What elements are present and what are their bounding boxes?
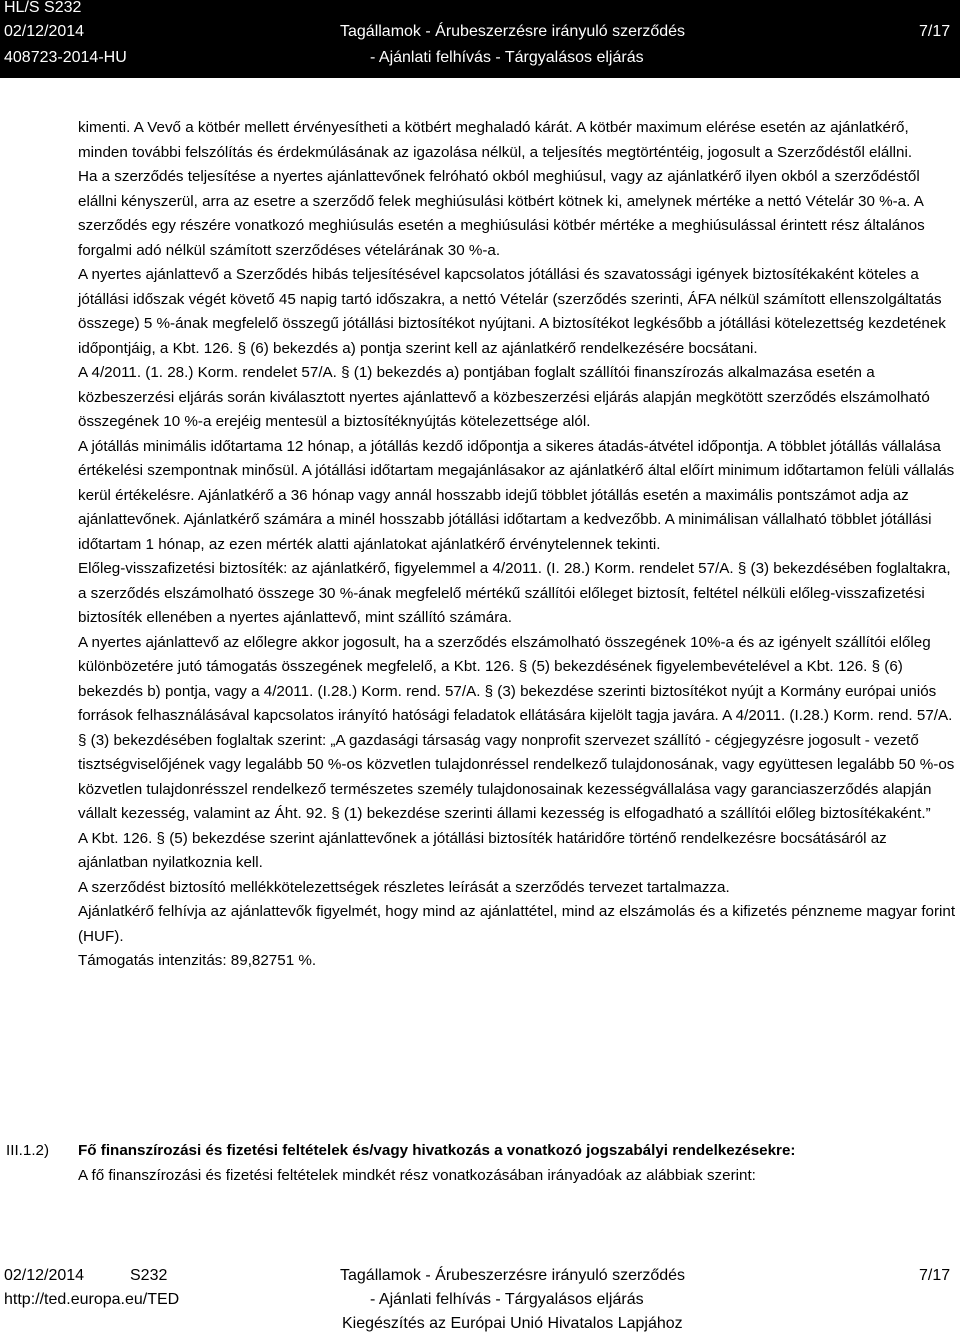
section-body — [78, 1139, 958, 1188]
footer-url[interactable]: http://ted.europa.eu/TED — [4, 1291, 180, 1308]
section-title: Fő finanszírozási és fizetési feltételek és/vagy hivatkozás a vonatkozó jogszabályi rendelkezésekre: — [78, 1142, 796, 1159]
footer-date: 02/12/2014 — [4, 1267, 85, 1284]
footer-series: S232 — [130, 1267, 168, 1284]
footer-title-line2: - Ajánlati felhívás - Tárgyalásos eljárás — [370, 1291, 644, 1308]
header-date: 02/12/2014 — [4, 23, 85, 40]
body-paragraph: Ajánlatkérő felhívja az ajánlattevők figyelmét, hogy mind az ajánlattétel, mind az elszámolás és a kifizetés pénzneme magyar forint (HUF). — [78, 903, 956, 945]
body-paragraph: Előleg-visszafizetési biztosíték: az ajánlatkérő, figyelemmel a 4/2011. (I. 28.) Korm. rendelet 57/A. § (3) bekezdésében foglaltakra, a szerződés elszámolható összege 30 %-ának megfelelő mértékű szállítói előleget biztosít, feltétel nélküli előleg-visszafizetési biztosíték ellenében a nyertes ajánlattevő, mint szállító számára. — [78, 560, 951, 626]
body-paragraph: A nyertes ajánlattevő az előlegre akkor jogosult, ha a szerződés elszámolható összegének 10%-a és az igényelt szállítói előleg különbözetére jutó támogatás összegének megfelelő, a Kbt. 126. § (5) bekezdésének figyelembevételével a Kbt. 126. § (6) bekezdés b) pontja, vagy a 4/2011. (I.28.) Korm. rend. 57/A. § (3) bekezdése szerinti biztosítékot nyújt a Kormány európai uniós források felhasználásával kapcsolatos irányító hatósági feladatok ellátására kijelölt tagja javára. A 4/2011. (I.28.) Korm. rend. 57/A. § (3) bekezdésében foglaltak szerint: „A gazdasági társaság vagy nonprofit szervezet szállító - cégjegyzésre jogosult - vezető tisztségviselőjének vagy legalább 50 %-os közvetlen tulajdonréssel rendelkező tulajdonosának, vagy együttesen legalább 50 %-os közvetlen tulajdonrésszel rendelkező természetes személy tulajdonosainak kezességvállalása vagy garanciaszerződés alapján vállalt kezesség, valamint az Áht. 92. § (1) bekezdése szerinti állami kezesség is elfogadható a szállítói előleg biztosítékaként.” — [78, 633, 955, 822]
header-ref-no: 408723-2014-HU — [4, 49, 127, 66]
page-header — [0, 0, 960, 78]
section-text: A fő finanszírozási és fizetési feltételek mindkét rész vonatkozásában irányadóak az alábbiak szerint: — [78, 1166, 756, 1184]
body-paragraph: A nyertes ajánlattevő a Szerződés hibás teljesítésével kapcsolatos jótállási és szavatossági igények biztosítékaként köteles a jótállási időszak végét követő 45 napig tartó időszakra, a nettó Vételár (szerződés szerinti, ÁFA nélkül számított ellenszolgáltatás összege) 5 %-ának megfelelő összegű jótállási biztosítékot nyújtani. A biztosítékot legkésőbb a jótállási kötelezettség kezdetének időpontjáig, a Kbt. 126. § (6) bekezdés a) pontja szerint kell az ajánlatkérő rendelkezésére bocsátani. — [78, 266, 946, 357]
main-body — [78, 116, 958, 974]
footer-title-line3: Kiegészítés az Európai Unió Hivatalos Lapjához — [342, 1315, 683, 1332]
body-paragraph: A 4/2011. (1. 28.) Korm. rendelet 57/A. § (1) bekezdés a) pontjában foglalt szállítói finanszírozás alkalmazása esetén a közbeszerzési eljárás során kiválasztott nyertes ajánlattevő a közbeszerzési eljárás alapján megkötött szerződés elszámolható összegének 10 %-a erejéig mentesül a biztosítéknyújtás kötelezettsége alól. — [78, 364, 930, 430]
header-doc-code: HL/S S232 — [4, 0, 82, 16]
footer-page-number: 7/17 — [919, 1267, 951, 1284]
body-paragraph: A jótállás minimális időtartama 12 hónap, a jótállás kezdő időpontja a sikeres átadás-átvétel időpontja. A többlet jótállás vállalása értékelési szempontnak minősül. A jótállási időtartam megajánlásakor az ajánlatkérő által előírt minimum időtartamon felüli vállalás kerül értékelésre. Ajánlatkérő a 36 hónap vagy annál hosszabb idejű többlet jótállás esetén a maximális pontszámot adja az ajánlattevőnek. Ajánlatkérő számára a minél hosszabb jótállási időtartam a kedvezőbb. A minimálisan vállalható többlet jótállási időtartam 1 hónap, az ezen mérték alatti ajánlatokat ajánlatkérő érvénytelennek tekinti. — [78, 437, 955, 553]
section-number: III.1.2) — [6, 1142, 50, 1159]
footer-title-line1: Tagállamok - Árubeszerzésre irányuló szerződés — [340, 1267, 686, 1284]
body-paragraph: Ha a szerződés teljesítése a nyertes ajánlattevőnek felróható okból meghiúsul, vagy az ajánlatkérő ilyen okból a szerződéstől elállni kényszerül, arra az esetre a szerződő felek meghiúsulási kötbért kötnek ki, amelynek mértéke a nettó Vételár 30 %-a. A szerződés egy részére vonatkozó meghiúsulás esetén a meghiúsulási kötbér mértéke a meghiúsulással érintett rész általános forgalmi adó nélkül számított szerződéses vételárának 30 %-a. — [78, 168, 925, 259]
header-title-line1: Tagállamok - Árubeszerzésre irányuló szerződés — [340, 23, 686, 40]
body-paragraph: A szerződést biztosító mellékkötelezettségek részletes leírását a szerződés tervezet tartalmazza. — [78, 878, 730, 896]
body-paragraph: A Kbt. 126. § (5) bekezdése szerint ajánlattevőnek a jótállási biztosíték határidőre történő rendelkezésre bocsátásáról az ajánlatban nyilatkoznia kell. — [78, 829, 887, 871]
header-page-number: 7/17 — [919, 23, 951, 40]
header-title-line2: - Ajánlati felhívás - Tárgyalásos eljárás — [370, 49, 644, 66]
page-footer — [0, 1258, 960, 1334]
body-paragraph: kimenti. A Vevő a kötbér mellett érvényesítheti a kötbért meghaladó kárát. A kötbér maximum elérése esetén az ajánlatkérő, minden további felszólítás és érdekmúlásának az igazolása nélkül, a teljesítés megtörténtéig, jogosult a Szerződéstől elállni. — [78, 119, 913, 161]
body-paragraph: Támogatás intenzitás: 89,82751 %. — [78, 952, 317, 969]
